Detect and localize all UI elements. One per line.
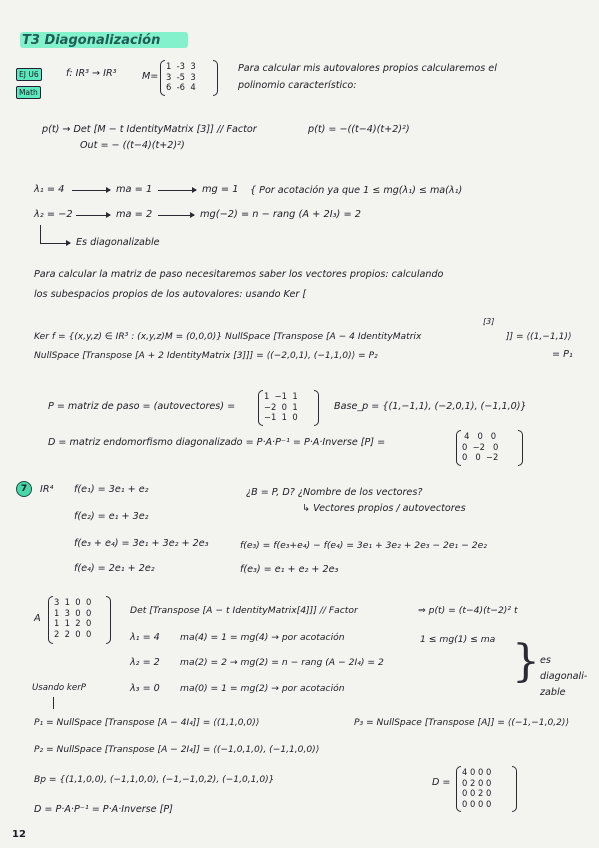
d-line: D = matriz endomorfismo diagonalizado = P·A·P⁻¹ = P·A·Inverse [P] = [48, 437, 386, 448]
ex7-fe3-a: f(e₃) = f(e₃+e₄) − f(e₄) = 3e₁ + 3e₂ + 2e₃ − 2e₁ − 2e₂ [240, 540, 487, 551]
para-line-1: Para calcular la matriz de paso necesitaremos saber los vectores propios: calculando [34, 269, 444, 280]
page-number: 12 [12, 829, 26, 840]
matrix-m-label: M= [142, 71, 159, 82]
matrix-d2-bracket-right [512, 766, 517, 812]
arrow-icon [76, 215, 110, 216]
eig2-text: ma(2) = 2 → mg(2) = n − rang (A − 2I₄) = 2 [180, 657, 384, 668]
es-diag2-line2: diagonali- [540, 671, 588, 682]
p1-label: = P₁ [552, 349, 573, 360]
matrix-d-bracket-left [456, 430, 461, 466]
matrix-m-bracket-left [160, 60, 165, 96]
intro-line-2: polinomio característico: [238, 80, 357, 91]
lambda2-ma: ma = 2 [116, 209, 153, 220]
es-diag2-line3: zable [540, 687, 566, 698]
out-line: Out = − ((t−4)(t+2)²) [80, 140, 185, 151]
eig2-value: λ₂ = 2 [130, 657, 160, 668]
hook-line [40, 225, 41, 243]
matrix-a: 3 1 0 0 1 3 0 0 1 1 2 0 2 2 0 0 [54, 597, 92, 639]
arrow-icon [158, 215, 194, 216]
lambda1-note: { Por acotación ya que 1 ≤ mg(λ₁) ≤ ma(λ₁) [250, 185, 463, 196]
matrix-a-label: A [34, 613, 41, 624]
ex7-fe3-b: f(e₃) = e₁ + e₂ + 2e₃ [240, 564, 339, 575]
eig3-text: ma(0) = 1 = mg(2) → por acotación [180, 683, 345, 694]
exercise-number-badge: 7 [16, 481, 32, 497]
ker-line-end: ]] = ⟨(1,−1,1)⟩ [506, 332, 572, 342]
ex7-f4: f(e₄) = 2e₁ + 2e₂ [74, 563, 155, 574]
lambda1-mg: mg = 1 [202, 184, 239, 195]
ex7-f1: f(e₁) = 3e₁ + e₂ [74, 484, 149, 495]
exercise-tag: EJ U6 [16, 68, 42, 81]
det-line: Det [Transpose [A − t IdentityMatrix[4]]] // Factor [130, 605, 358, 616]
matrix-d-bracket-right [518, 430, 523, 466]
usando-ker: Usando kerP [32, 683, 86, 693]
ex7-space: IR⁴ [40, 484, 54, 495]
arrow-icon [72, 190, 110, 191]
para-line-2: los subespacios propios de los autovalores: usando Ker [ [34, 289, 307, 300]
eig1-text: ma(4) = 1 = mg(4) → por acotación [180, 632, 345, 643]
d2-line: D = P·A·P⁻¹ = P·A·Inverse [P] [34, 804, 173, 815]
p1-nullspace: P₁ = NullSpace [Transpose [A − 4I₄]] = ⟨(1,1,0,0)⟩ [34, 718, 260, 728]
page-title: T3 Diagonalización [22, 33, 161, 48]
ex7-answer: ↳ Vectores propios / autovectores [302, 503, 466, 514]
math-tag: Math [16, 86, 41, 99]
lambda2-value: λ₂ = −2 [34, 209, 73, 220]
pt-command: p(t) → Det [M − t IdentityMatrix [3]] // Factor [42, 124, 257, 135]
es-diagonalizable: Es diagonalizable [76, 237, 160, 248]
matrix-d2-bracket-left [456, 766, 461, 812]
matrix-d: 4 0 0 0 −2 0 0 0 −2 [462, 431, 499, 462]
d2-label: D = [432, 777, 451, 788]
ker-line: Ker f = {(x,y,z) ∈ IR³ : (x,y,z)M = (0,0,0)} NullSpace [Transpose [A − 4 IdentityMatrix [34, 332, 422, 342]
lambda2-mg: mg(−2) = n − rang (A + 2I₃) = 2 [200, 209, 362, 220]
base-line: Base_p = {(1,−1,1), (−2,0,1), (−1,1,0)} [334, 401, 527, 412]
ex7-question: ¿B = P, D? ¿Nombre de los vectores? [246, 487, 423, 498]
matrix-m: 1 -3 3 3 -5 3 6 -6 4 [166, 61, 196, 92]
es-diag2-line1: es [540, 655, 551, 666]
p3-nullspace: P₃ = NullSpace [Transpose [A]] = ⟨(−1,−1,0,2)⟩ [354, 718, 570, 728]
matrix-p-bracket-right [314, 390, 319, 426]
arrow-icon [40, 243, 70, 244]
lambda1-value: λ₁ = 4 [34, 184, 65, 195]
map-definition: f: IR³ → IR³ [66, 68, 117, 79]
curly-brace: } [512, 636, 540, 687]
ker-superscript: [3] [483, 317, 495, 326]
det-result: ⇒ p(t) = (t−4)(t−2)² t [418, 605, 518, 616]
down-arrow-line [53, 697, 54, 709]
intro-line-1: Para calcular mis autovalores propios calcularemos el [238, 63, 497, 74]
p2-nullspace: P₂ = NullSpace [Transpose [A − 2I₄]] = ⟨(−1,0,1,0), (−1,1,0,0)⟩ [34, 745, 320, 755]
eig3-value: λ₃ = 0 [130, 683, 160, 694]
matrix-d2: 4 0 0 0 0 2 0 0 0 0 2 0 0 0 0 0 [462, 767, 492, 809]
arrow-icon [158, 190, 196, 191]
lambda1-ma: ma = 1 [116, 184, 153, 195]
matrix-a-bracket-right [106, 596, 111, 644]
ex7-f2: f(e₂) = e₁ + 3e₂ [74, 511, 149, 522]
matrix-a-bracket-left [48, 596, 53, 644]
ex7-f3: f(e₃ + e₄) = 3e₁ + 3e₂ + 2e₃ [74, 538, 209, 549]
pt-result: p(t) = −((t−4)(t+2)²) [308, 124, 410, 135]
eig1-value: λ₁ = 4 [130, 632, 160, 643]
eig1-bound: 1 ≤ mg(1) ≤ ma [420, 634, 496, 645]
matrix-p-label: P = matriz de paso = (autovectores) = [48, 401, 236, 412]
nullspace-line: NullSpace [Transpose [A + 2 IdentityMatrix [3]]] = ⟨(−2,0,1), (−1,1,0)⟩ = P₂ [34, 351, 378, 361]
matrix-p: 1 −1 1 −2 0 1 −1 1 0 [264, 391, 298, 422]
bp-line: Bp = {(1,1,0,0), (−1,1,0,0), (−1,−1,0,2), (−1,0,1,0)} [34, 775, 275, 785]
matrix-m-bracket-right [213, 60, 218, 96]
matrix-p-bracket-left [258, 390, 263, 426]
